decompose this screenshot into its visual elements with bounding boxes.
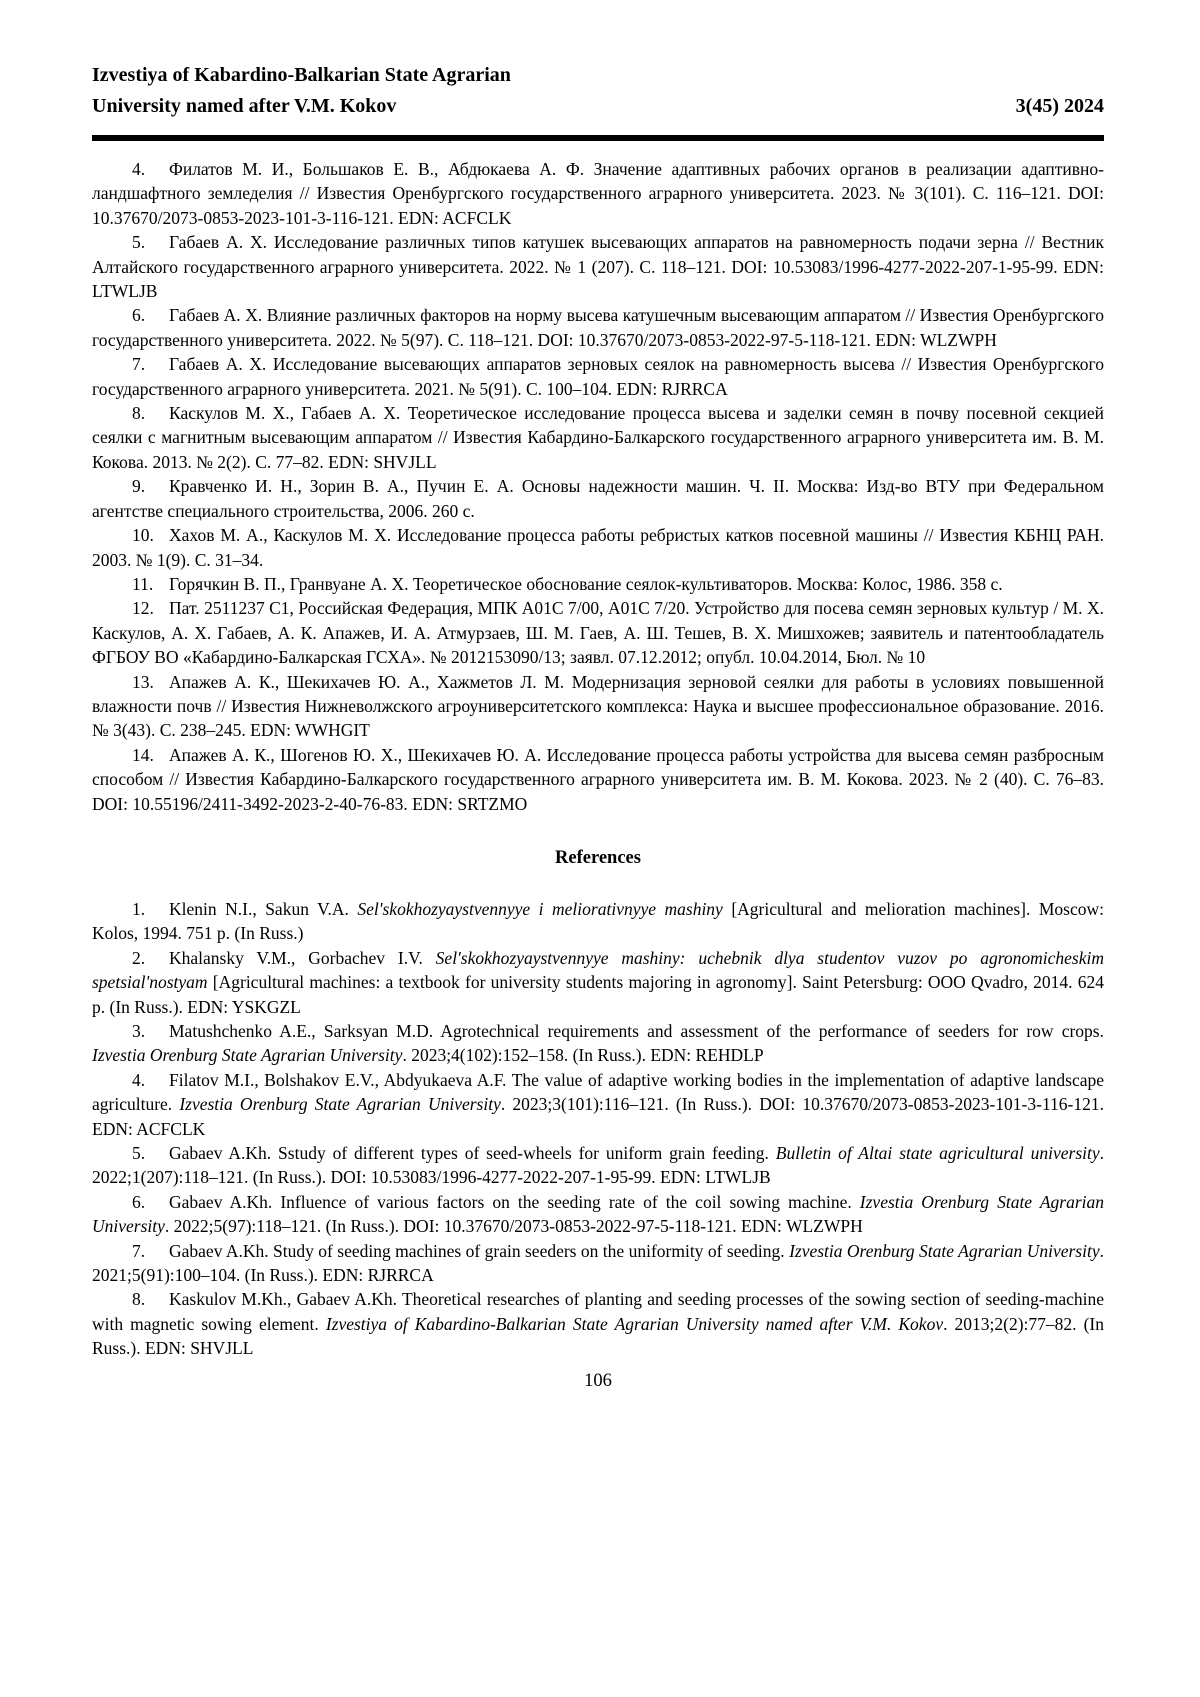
reference-item [92,474,1104,523]
reference-item [92,946,1104,1019]
english-reference-list [92,897,1104,1361]
reference-item [92,1141,1104,1190]
reference-number: 6. [132,1191,146,1212]
reference-text: Gabaev A.Kh. Influence of various factors on the seeding rate of the coil sowing machine. [169,1191,860,1212]
page-number: 106 [584,1370,612,1391]
russian-reference-list [92,157,1104,816]
reference-number: 3. [132,1021,146,1041]
reference-text: Габаев А. Х. Влияние различных факторов на норму высева катушечным высевающим аппаратом // Известия Оренбургского государственного университета. 2022. № 5(97). С. 118–121. DOI: 10.37670/2073-0853-2022-97-5-118-121. EDN: WLZWPH [92,305,1104,350]
reference-number: 7. [132,1240,146,1261]
reference-text: Gabaev A.Kh. Sstudy of different types of seed-wheels for uniform grain feeding. [169,1143,776,1164]
reference-number: 11. [132,573,154,594]
journal-name-italic: Izvestia Orenburg State Agrarian University [179,1094,501,1115]
reference-text: Апажев А. К., Шекихачев Ю. А., Хажметов Л. М. Модернизация зерновой сеялки для работы в условиях повышенной влажности почв // Известия Нижневолжского агроуниверситетского комплекса: Наука и высшее профессиональное образование. 2016. № 3(43). С. 238–245. EDN: WWHGIT [92,671,1104,741]
reference-text: Филатов М. И., Большаков Е. В., Абдюкаева А. Ф. Значение адаптивных рабочих органов в реализации адаптивно-ландшафтного земледелия // Известия Оренбургского государственного аграрного университета. 2023. № 3(101). С. 116–121. DOI: 10.37670/2073-0853-2023-101-3-116-121. EDN: ACFCLK [92,159,1104,228]
reference-item [92,230,1104,303]
header-rule [92,135,1104,141]
reference-number: 5. [132,1143,146,1164]
reference-number: 6. [132,305,146,326]
reference-text: . 2022;1(207):118–121. (In Russ.). DOI: 10.53083/1996-4277-2022-207-1-95-99. EDN: LTWLJB [92,1143,1105,1188]
reference-item [92,670,1104,743]
reference-text: Пат. 2511237 С1, Российская Федерация, МПК А01С 7/00, А01С 7/20. Устройство для посева семян зерновых культур / М. Х. Каскулов, А. Х. Габаев, А. К. Апажев, И. А. Атмурзаев, Ш. М. Гаев, А. Ш. Тешев, В. Х. Мишхожев; заявитель и патентообладатель ФГБОУ ВО «Кабардино-Балкарская ГСХА». № 2012153090/13; заявл. 07.12.2012; опубл. 10.04.2014, Бюл. № 10 [92,598,1104,668]
reference-text: Matushchenko A.E., Sarksyan M.D. Agrotechnical requirements and assessment of the performance of seeders for row crops. [169,1021,1104,1041]
reference-number: 12. [132,598,154,619]
reference-text: Kaskulov M.Kh., Gabaev A.Kh. Theoretical researches of planting and seeding processes of the sowing section of seeding-machine with magnetic sowing element. [92,1289,1104,1334]
references-content [92,157,1104,1361]
reference-item [92,897,1104,946]
journal-name-italic: Izvestiya of Kabardino-Balkarian State Agrarian University named after V.M. Kokov [325,1313,944,1334]
reference-text: . 2013;2(2):77–82. (In Russ.). EDN: SHVJLL [92,1313,1104,1359]
journal-title-line2: University named after V.M. Kokov [92,95,397,117]
reference-text: Габаев А. Х. Исследование различных типов катушек высевающих аппаратов на равномерность подачи зерна // Вестник Алтайского государственного аграрного университета. 2022. № 1 (207). С. 118–121. DOI: 10.53083/1996-4277-2022-207-1-95-99. EDN: LTWLJB [92,232,1104,302]
reference-item [92,572,1104,596]
reference-text: Klenin N.I., Sakun V.A. [169,898,358,919]
reference-item [92,401,1104,474]
reference-number: 10. [132,525,154,546]
reference-item [92,1068,1104,1141]
reference-number: 7. [132,354,146,375]
reference-number: 5. [132,232,146,253]
reference-text: Gabaev A.Kh. Study of seeding machines of grain seeders on the uniformity of seeding. [169,1240,790,1261]
reference-item [92,303,1104,352]
reference-text: . 2023;4(102):152–158. (In Russ.). EDN: REHDLP [402,1045,764,1066]
reference-text: Апажев А. К., Шогенов Ю. Х., Шекихачев Ю. А. Исследование процесса работы устройства для высева семян разбросным способом // Известия Кабардино-Балкарского государственного аграрного университета им. В. М. Кокова. 2023. № 2 (40). С. 76–83. DOI: 10.55196/2411-3492-2023-2-40-76-83. EDN: SRTZMO [92,744,1104,814]
reference-text: Khalansky V.M., Gorbachev I.V. [169,947,436,968]
journal-name-italic: Izvestia Orenburg State Agrarian University [789,1240,1100,1261]
journal-title-line1: Izvestiya of Kabardino-Balkarian State Agrarian [92,64,511,86]
reference-text: Габаев А. Х. Исследование высевающих аппаратов зерновых сеялок на равномерность высева // Известия Оренбургского государственного аграрного университета. 2021. № 5(91). С. 100–104. EDN: RJRRCA [92,354,1104,399]
reference-number: 8. [132,403,146,424]
journal-name-italic: Izvestia Orenburg State Agrarian University [92,1191,1104,1237]
reference-number: 9. [132,476,146,497]
journal-name-italic: Sel'skokhozyaystvennyye mashiny: uchebnik dlya studentov vuzov po agronomicheskim spetsial'nostyam [92,947,1104,993]
reference-item [92,157,1104,230]
references-heading: References [555,847,641,868]
reference-text: . 2022;5(97):118–121. (In Russ.). DOI: 10.37670/2073-0853-2022-97-5-118-121. EDN: WLZWPH [164,1216,863,1237]
reference-text: Горячкин В. П., Гранвуане А. Х. Теоретическое обоснование сеялок-культиваторов. Москва: Колос, 1986. 358 с. [169,573,1003,594]
reference-text: . 2021;5(91):100–104. (In Russ.). EDN: RJRRCA [92,1240,1104,1286]
reference-item [92,1019,1104,1068]
page-header [92,60,1104,141]
journal-name-italic: Bulletin of Altai state agricultural university [775,1143,1100,1164]
reference-text: . 2023;3(101):116–121. (In Russ.). DOI: 10.37670/2073-0853-2023-101-3-116-121. EDN: ACFCLK [92,1094,1105,1139]
reference-text: Кравченко И. Н., Зорин В. А., Пучин Е. А. Основы надежности машин. Ч. II. Москва: Изд-во ВТУ при Федеральном агентстве специального строительства, 2006. 260 с. [92,476,1104,521]
journal-name-italic: Izvestia Orenburg State Agrarian University [92,1045,403,1066]
reference-text: Filatov M.I., Bolshakov E.V., Abdyukaeva A.F. The value of adaptive working bodies in the implementation of adaptive landscape agriculture. [92,1069,1104,1115]
reference-item [92,1190,1104,1239]
reference-text: [Agricultural and melioration machines]. Moscow: Kolos, 1994. 751 p. (In Russ.) [92,898,1104,944]
reference-item [92,1287,1104,1360]
reference-item [92,352,1104,401]
journal-name-italic: Sel'skokhozyaystvennyye i meliorativnyye mashiny [357,898,723,919]
reference-number: 4. [132,1069,146,1090]
issue-number: 3(45) 2024 [1015,95,1104,117]
reference-item [92,596,1104,669]
reference-number: 2. [132,947,146,968]
reference-number: 8. [132,1289,146,1310]
page-footer [92,1371,1104,1392]
reference-number: 4. [132,159,146,179]
reference-item [92,743,1104,816]
reference-number: 13. [132,671,154,692]
journal-title-row2 [92,91,1104,122]
reference-text: Каскулов М. Х., Габаев А. Х. Теоретическое исследование процесса высева и заделки семян в почву посевной секцией сеялки с магнитным высевающим аппаратом // Известия Кабардино-Балкарского государственного аграрного университета им. В. М. Кокова. 2013. № 2(2). С. 77–82. EDN: SHVJLL [92,403,1104,472]
reference-item [92,523,1104,572]
reference-number: 1. [132,898,146,919]
reference-item [92,1239,1104,1288]
reference-number: 14. [132,744,154,765]
reference-text: [Agricultural machines: a textbook for university students majoring in agronomy]. Saint Petersburg: OOO Qvadro, 2014. 624 p. (In Russ.). EDN: YSKGZL [92,972,1104,1017]
reference-text: Хахов М. А., Каскулов М. Х. Исследование процесса работы ребристых катков посевной машины // Известия КБНЦ РАН. 2003. № 1(9). С. 31–34. [92,525,1104,570]
